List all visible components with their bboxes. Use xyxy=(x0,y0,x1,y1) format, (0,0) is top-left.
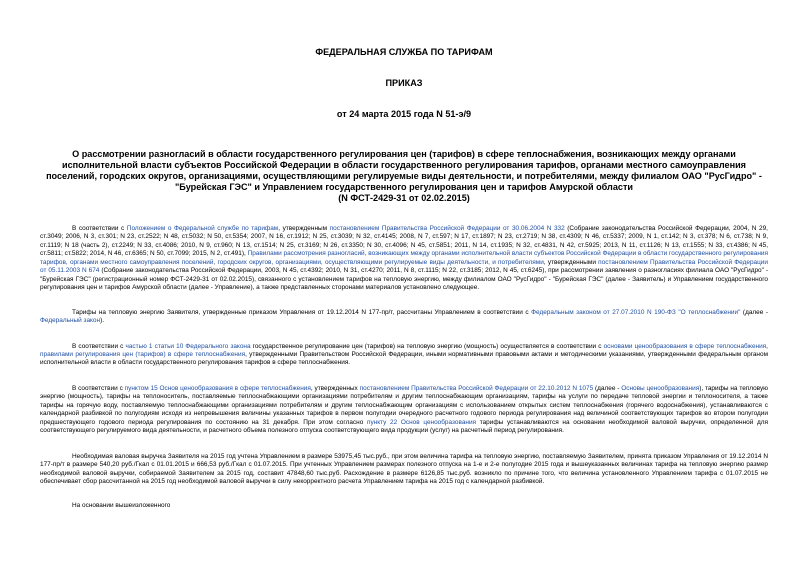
p4-text-4: ), тарифы на тепловую энергию (мощность), тарифы на теплоноситель, поставляемые теплоснабжающими организациями потребителям и другим теплоснабжающим организациям, тарифы на услуги по передаче тепловой энергии и теплоносителя, а также тарифы на горячую воду, поставляемую теплоснабжающими организациями потребителям и другим теплоснабжающим организациям с использованием открытых систем теплоснабжения (горячего водоснабжения), устанавливаются с календарной разбивкой по полугодиям исходя из непревышения величины указанных тарифов в первом полугодии очередного расчетного годового периода регулирования над величиной соответствующих тарифов во втором полугодии предшествующего годового периода регулирования по состоянию на 31 декабря. При этом согласно xyxy=(40,384,769,426)
paragraph-6 xyxy=(40,502,768,510)
p1-link-regulation[interactable]: Положением о Федеральной службе по тарифам xyxy=(126,225,279,232)
p4-text-2: , утвержденных xyxy=(310,384,360,392)
p4-text-1: В соответствии с xyxy=(72,384,125,392)
subject-text: О рассмотрении разногласий в области государственного регулирования цен (тарифов) в сфере теплоснабжения, возникающих между органами исполнительной власти субъектов Российской Федерации в области государственного регулирования тарифов, органами местного самоуправления поселений, городских округов, организациями, осуществляющими регулируемые виды деятельности, и потребителями, между филиалом ОАО "РусГидро" - "Бурейская ГЭС" и Управлением государственного регулирования цен и тарифов Амурской области xyxy=(46,149,762,192)
p2-text-2: (далее - xyxy=(740,308,768,316)
p1-link-resolution-674[interactable]: постановлением Правительства Российской Федерации от 05.11.2003 N 674 xyxy=(40,258,768,275)
p1-text-3: (Собрание законодательства Российской Федерации, 2004, N 29, ст.3049; 2006, N 3, ст.301; N 23, ст.2522; N 48, ст.5032; N 50, ст.5354; 2007, N 16, ст.1912; N 25, ст.3039; N 32, ст.4145; 2008, N 7, ст.597; N 17, ст.1897; N 23, ст.2719; N 38, ст.4309; N 46, ст.5337; 2009, N 1, ст.142; N 3, ст.378; N 6, ст.738; N 9, ст.1119; N 18 (часть 2), ст.2249; N 33, ст.4086; 2010, N 9, ст.960; N 13, ст.1514; N 25, ст.3169; N 26, ст.3350; N 30, ст.4096; N 45, ст.5851; 2011, N 14, ст.1935; N 32, ст.4831, N 42, ст.5925; 2013, N 11, ст.1126; N 13, ст.1555; N 33, ст.4386; N 45, ст.5811; ст.5822; 2014, N 46, ст.6365; N 50, ст.7099; 2015, N 2, ст.491), xyxy=(40,225,768,258)
p6-text-1: На основании вышеизложенного xyxy=(72,502,171,510)
p3-link-article-10[interactable]: частью 1 статьи 10 Федерального закона xyxy=(125,342,251,350)
p2-text-3: ). xyxy=(100,317,104,325)
p4-link-resolution-1075[interactable]: постановлением Правительства Российской Федерации от 22.10.2012 N 1075 xyxy=(359,384,594,392)
p4-link-item-15[interactable]: пунктом 15 Основ ценообразования в сфере теплоснабжения xyxy=(124,384,311,392)
paragraph-1 xyxy=(40,225,768,293)
agency-title: ФЕДЕРАЛЬНАЯ СЛУЖБА ПО ТАРИФАМ xyxy=(315,47,493,57)
p3-link-pricing-basics[interactable]: основами ценообразования в сфере теплоснабжения xyxy=(603,342,767,350)
p3-link-regulation-rules[interactable]: правилами регулирования цен (тарифов) в сфере теплоснабжения xyxy=(40,350,246,358)
p1-text-2: , утвержденным xyxy=(278,225,330,232)
p4-text-3: (далее - xyxy=(593,384,622,392)
p1-text-4: , утвержденными xyxy=(543,258,599,266)
p1-link-rules[interactable]: Правилами рассмотрения разногласий, возникающих между органами исполнительной власти субъектов Российской Федерации в области государственного регулирования тарифов, органами местного самоуправления поселений, городских округов, организациями, осуществляющими регулируемые виды деятельности, и потребителями xyxy=(40,250,768,266)
p3-text-1: В соответствии с xyxy=(72,342,126,350)
p4-link-pricing-basics[interactable]: Основы ценообразования xyxy=(621,384,700,392)
paragraph-4 xyxy=(40,385,768,436)
p2-link-federal-law[interactable]: Федеральный закон xyxy=(40,317,101,325)
p5-text-1: Необходимая валовая выручка Заявителя на 2015 год учтена Управлением в размере 53975,45 тыс.руб., при этом величина тарифа на тепловую энергию, поставляемую Заявителем, принята приказом Управления от 19.12.2014 N 177-пр/т в размере 540,20 руб./Гкал с 01.01.2015 и 666,53 руб./Гкал с 01.07.2015. При учтенных Управлением размерах полезного отпуска на 1-е и 2-е полугодие 2015 года и вышеуказанных величинах тарифа на тепловую энергию размер необходимой валовой выручки, собираемой Заявителем за 2015 год, составит 47848,60 тыс.руб. Расхождение в размере 6126,85 тыс.руб. возникло по причине того, что величина установленного Управлением тарифа с 01.07.2015 не обеспечивает сбор рассчитанной на 2015 год необходимой валовой выручки в силу некорректного расчета Управлением тарифа на 2015 год с календарной разбивкой. xyxy=(40,452,768,485)
case-number: (N ФСТ-2429-31 от 02.02.2015) xyxy=(338,193,470,203)
paragraph-5 xyxy=(40,453,768,487)
document-type: ПРИКАЗ xyxy=(385,78,423,88)
p1-link-resolution-332[interactable]: постановлением Правительства Российской Федерации от 30.06.2004 N 332 xyxy=(329,225,565,232)
document-date-number: от 24 марта 2015 года N 51-э/9 xyxy=(336,109,472,119)
p3-text-3: , xyxy=(766,342,768,350)
p4-text-5: тарифы устанавливаются на основании необходимой валовой выручки, определенной для соответствующего регулируемого вида деятельности, и расчетного объема полезного отпуска соответствующего вида продукции (услуг) на расчетный период регулирования. xyxy=(40,418,768,435)
p1-text-1: В соответствии с xyxy=(72,225,127,232)
p3-text-2: государственное регулирование цен (тарифов) на тепловую энергию (мощность) осуществляется в соответствии с xyxy=(250,342,604,350)
document-subject xyxy=(40,149,768,204)
p2-text-1: Тарифы на тепловую энергию Заявителя, утвержденные приказом Управления от 19.12.2014 N 177-пр/т, рассчитаны Управлением в соответствии с xyxy=(72,308,532,316)
p3-text-4: , утвержденными Правительством Российской Федерации, иными нормативными правовыми актами и методическими указаниями, утвержденными федеральным органом исполнительной власти в области государственного регулирования тарифов в сфере теплоснабжения. xyxy=(40,350,768,367)
p1-text-5: (Собрание законодательства Российской Федерации, 2003, N 45, ст.4392; 2010, N 31, ст.4270; 2011, N 8, ст.1115; N 22, ст.3185; 2012, N 45, ст.6245), при рассмотрении заявления о разногласиях филиала ОАО "РусГидро" - "Бурейская ГЭС" (регистрационный номер ФСТ-2429-31 от 02.02.2015), связанного с установлением тарифов на тепловую энергию, между филиалом ОАО "РусГидро" - "Бурейская ГЭС" (далее - Заявитель) и Управлением государственного регулирования цен и тарифов Амурской области (далее - Управление), а также представленных сторонами материалов установлено следующее. xyxy=(40,267,768,292)
p4-link-item-22[interactable]: пункту 22 Основ ценообразования xyxy=(366,418,477,426)
paragraph-2 xyxy=(40,309,768,326)
p2-link-federal-law-190[interactable]: Федеральным законом от 27.07.2010 N 190-ФЗ "О теплоснабжении" xyxy=(531,308,741,316)
paragraph-3 xyxy=(40,343,768,368)
